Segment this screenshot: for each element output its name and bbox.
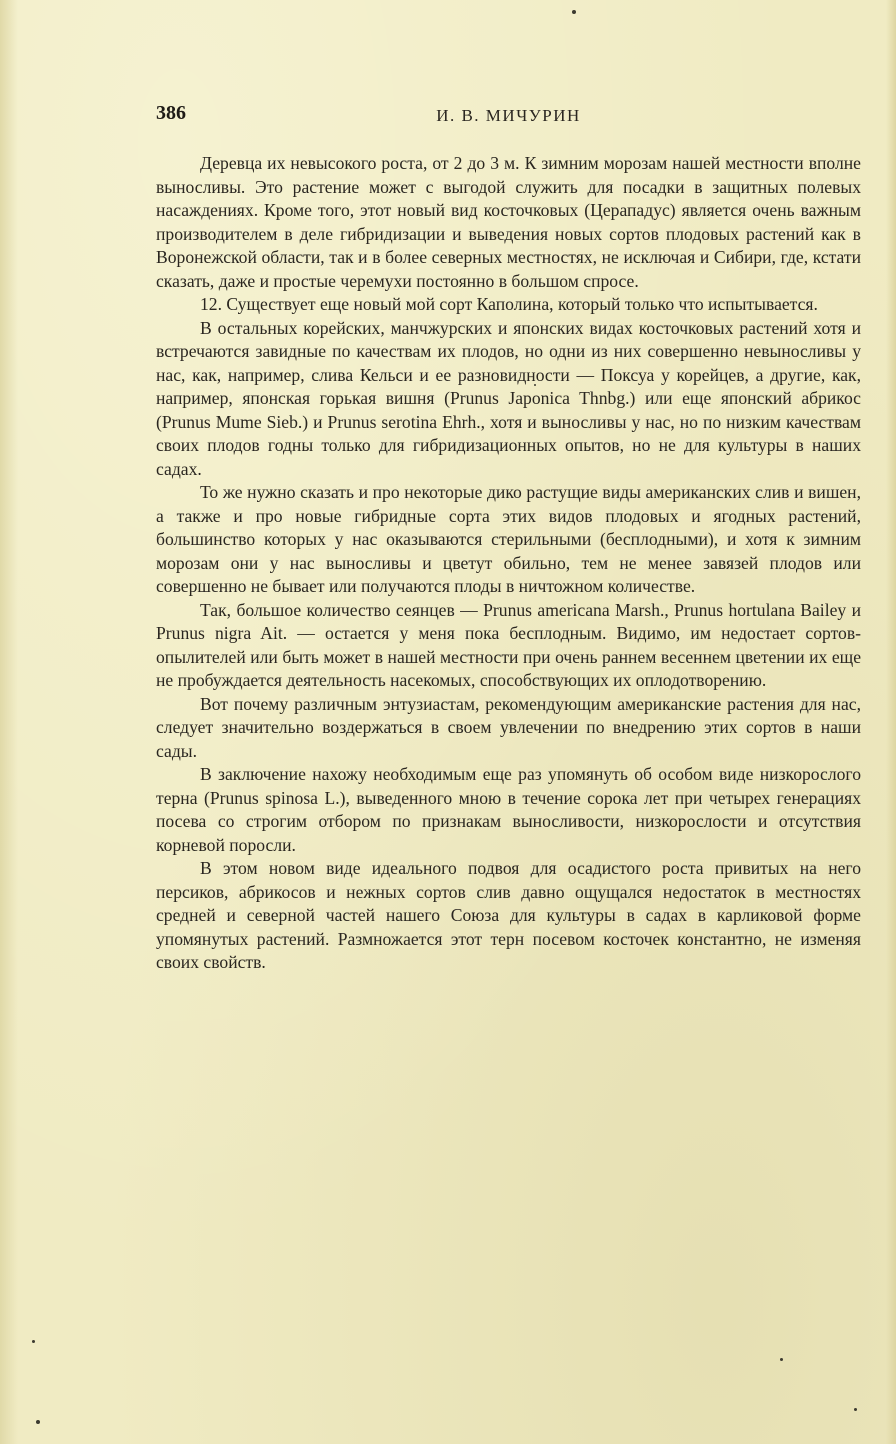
paragraph: Деревца их невысокого роста, от 2 до 3 м. К зимним морозам нашей местности вполне выносливы. Это растение может с выгодой служить для посадки в защитных полевых насаждениях. Кроме того, этот новый вид косточковых (Церападус) является очень важным производителем в деле гибридизации и выведения новых сортов плодовых растений как в Воронежской области, так и в более северных местностях, не исключая и Сибири, где, кстати сказать, даже и простые черемухи постоянно в большом спросе. xyxy=(156,153,861,291)
paragraph: Так, большое количество сеянцев — Prunus americana Marsh., Prunus hortulana Bailey и Prunus nigra Ait. — остается у меня пока бесплодным. Видимо, им недостает сортов-опылителей или быть может в нашей местности при очень раннем весеннем цветении их еще не пробуждается деятельность насекомых, способствующих их оплодотворению. xyxy=(156,599,861,690)
paragraph: Вот почему различным энтузиастам, рекомендующим американские растения для нас, следует значительно воздержаться в своем увлечении по внедрению этих сортов в наши сады. xyxy=(156,693,861,761)
running-head: И. В. МИЧУРИН xyxy=(436,106,581,125)
paper-speck xyxy=(36,1420,40,1424)
page-edge-left xyxy=(0,0,18,1444)
paragraph: В остальных корейских, манчжурских и японских видах косточковых растений хотя и встречаются завидные по качествам их плодов, но одни из них совершенно невыносливы у нас, как, например, слива Кельси и ее разновидности — Поксуа у корейцев, а другие, как, например, японская горькая вишня (Prunus Japonica Thnbg.) или еще японский абрикос (Prunus Mume Sieb.) и Prunus serotina Ehrh., хотя и выносливы у нас, но по низким качествам своих плодов годны только для гибридизационных опытов, но не для культуры в наших садах. xyxy=(156,317,861,479)
text-body xyxy=(156,152,861,975)
page-edge-right xyxy=(886,0,896,1444)
page-number: 386 xyxy=(156,102,186,124)
paper-speck xyxy=(572,10,576,14)
page-header xyxy=(156,102,861,132)
paper-speck xyxy=(534,384,536,386)
paper-speck xyxy=(854,1408,857,1411)
paragraph: В заключение нахожу необходимым еще раз упомянуть об особом виде низкорослого терна (Prunus spinosa L.), выведенного мною в течение сорока лет при четырех генерациях посева со строгим отбором по признакам выносливости, низкорослости и отсутствия корневой поросли. xyxy=(156,764,861,855)
paragraph: В этом новом виде идеального подвоя для осадистого роста привитых на него персиков, абрикосов и нежных сортов слив давно ощущался недостаток в местностях средней и северной частей нашего Союза для культуры в садах в карликовой форме упомянутых растений. Размножается этот терн посевом косточек константно, не изменяя своих свойств. xyxy=(156,858,861,972)
paragraph: 12. Существует еще новый мой сорт Каполина, который только что испытывается. xyxy=(200,294,818,314)
paper-speck xyxy=(32,1340,35,1343)
paper-speck xyxy=(780,1358,783,1361)
paragraph: То же нужно сказать и про некоторые дико растущие виды американских слив и вишен, а также и про новые гибридные сорта этих видов плодовых и ягодных растений, большинство которых у нас оказываются стерильными (бесплодными), и хотя к зимним морозам они у нас выносливы и цветут обильно, тем не менее завязей плодов или совершенно не бывает или получаются плоды в ничтожном количестве. xyxy=(156,482,861,596)
